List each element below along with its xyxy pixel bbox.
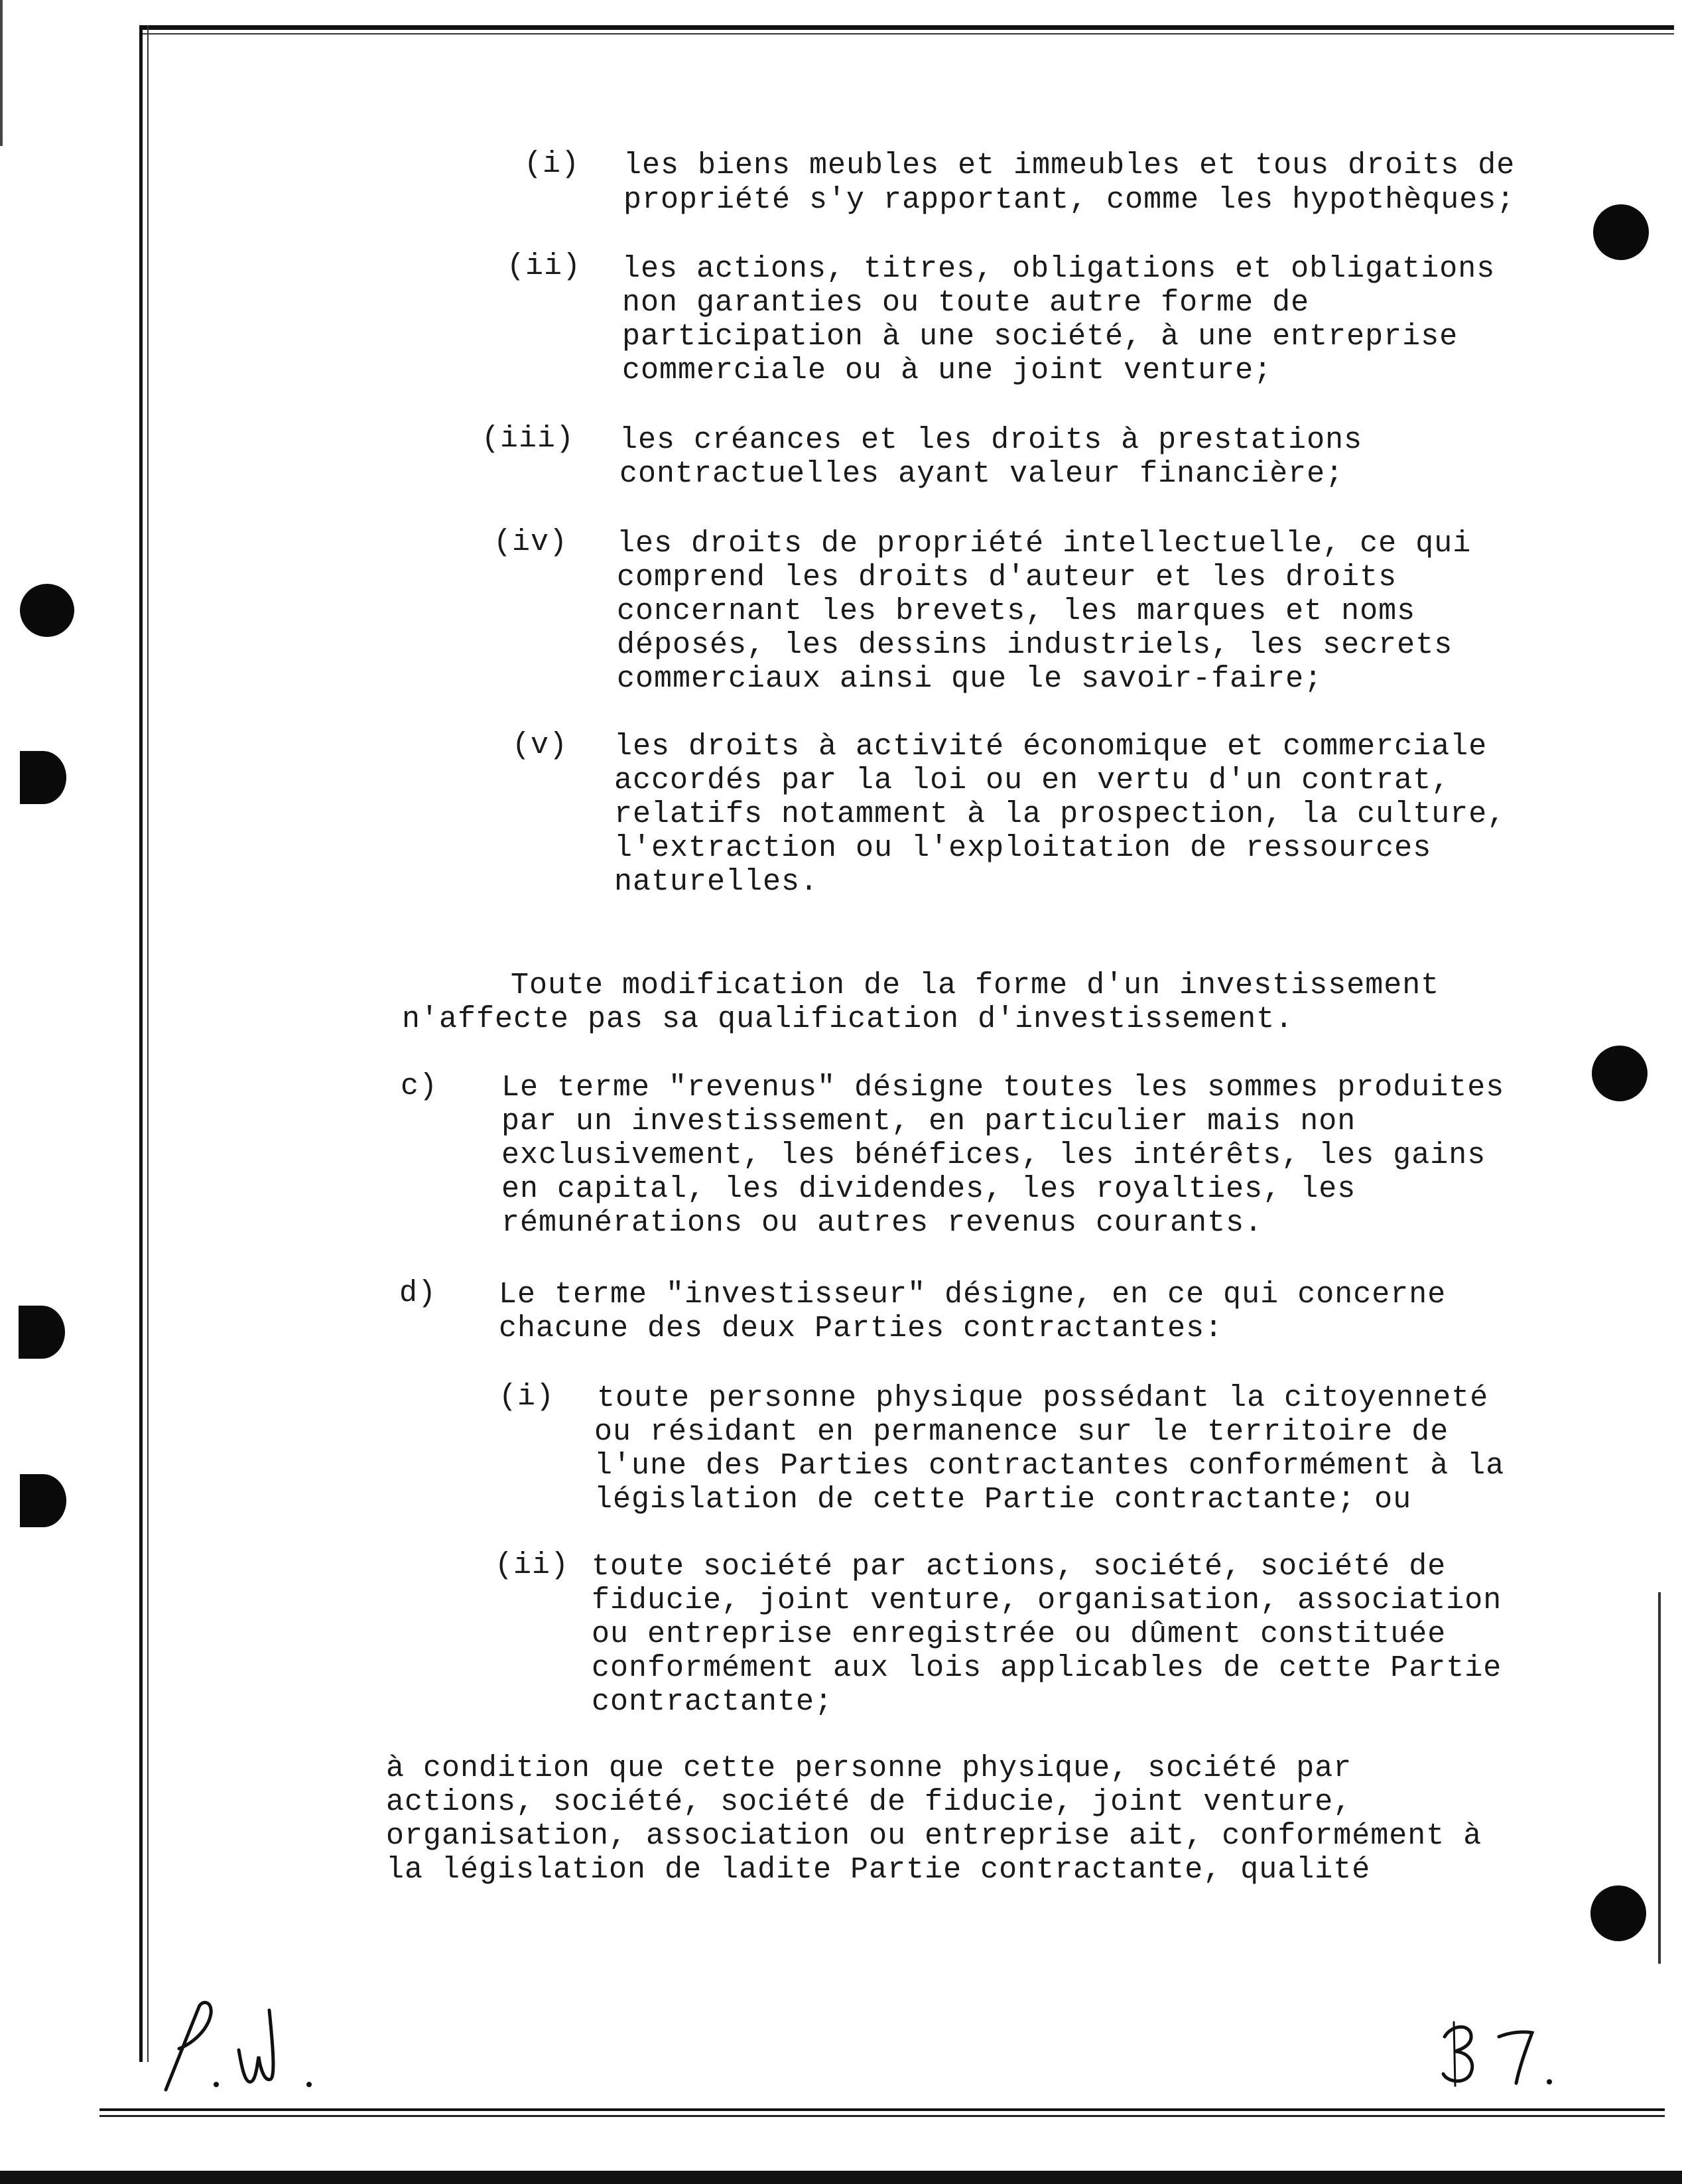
paragraph-line: à condition que cette personne physique, société par: [386, 1751, 1352, 1785]
item-label: d): [399, 1276, 437, 1310]
item-line: Le terme "revenus" désigne toutes les sommes produites: [501, 1071, 1505, 1105]
paragraph-line: la législation de ladite Partie contractante, qualité: [386, 1853, 1371, 1887]
item-line: déposés, les dessins industriels, les secrets: [617, 628, 1453, 662]
punch-hole: [20, 751, 66, 804]
paragraph-line: organisation, association ou entreprise ait, conformément à: [386, 1819, 1482, 1853]
item-line: participation à une société, à une entreprise: [622, 320, 1458, 354]
item-label: (v): [512, 728, 568, 762]
item-line: en capital, les dividendes, les royalties, les: [501, 1172, 1356, 1206]
item-line: commerciale ou à une joint venture;: [622, 354, 1273, 387]
item-line: contractante;: [592, 1685, 834, 1719]
page-border-left: [139, 25, 143, 2062]
scan-edge-mark: [0, 0, 3, 146]
item-line: conformément aux lois applicables de cette Partie: [592, 1651, 1502, 1685]
item-line: concernant les brevets, les marques et noms: [617, 594, 1416, 628]
item-line: l'extraction ou l'exploitation de ressources: [614, 831, 1432, 865]
item-line: législation de cette Partie contractante; ou: [594, 1483, 1412, 1517]
punch-hole: [19, 1306, 65, 1359]
item-label: (iii): [482, 422, 575, 456]
punch-hole: [1593, 204, 1649, 260]
item-label: c): [401, 1069, 438, 1103]
item-line: les biens meubles et immeubles et tous droits de: [623, 149, 1516, 182]
scan-edge-bottom: [0, 2171, 1682, 2184]
item-line: comprend les droits d'auteur et les droits: [617, 561, 1397, 594]
item-line: relatifs notamment à la prospection, la culture,: [614, 797, 1506, 831]
item-line: commerciaux ainsi que le savoir-faire;: [617, 662, 1323, 696]
item-line: ou entreprise enregistrée ou dûment constituée: [592, 1617, 1447, 1651]
item-line: rémunérations ou autres revenus courants.: [501, 1206, 1263, 1240]
item-line: l'une des Parties contractantes conformément à la: [594, 1449, 1505, 1483]
paragraph-line: n'affecte pas sa qualification d'investissement.: [402, 1002, 1294, 1036]
item-line: les droits de propriété intellectuelle, ce qui: [617, 527, 1472, 561]
punch-hole: [20, 584, 74, 637]
item-label: (i): [524, 147, 580, 181]
scan-edge-right: [1658, 1592, 1661, 1964]
punch-hole: [1592, 1046, 1648, 1101]
page-border-bottom: [99, 2108, 1665, 2111]
item-line: propriété s'y rapportant, comme les hypothèques;: [623, 183, 1516, 217]
item-line: toute société par actions, société, société de: [592, 1550, 1447, 1584]
item-line: naturelles.: [614, 865, 819, 899]
page-border-top-inner: [141, 33, 1674, 34]
item-line: par un investissement, en particulier mais non: [501, 1105, 1356, 1138]
item-line: les droits à activité économique et commerciale: [614, 730, 1488, 764]
item-label: (ii): [495, 1548, 570, 1582]
page-border-left-inner: [147, 25, 149, 2062]
page-border-top: [141, 25, 1674, 30]
page-border-bottom-inner: [99, 2115, 1665, 2117]
handwritten-page-number: [1433, 2017, 1579, 2090]
item-line: non garanties ou toute autre forme de: [622, 286, 1310, 320]
paragraph-line: actions, société, société de fiducie, joint venture,: [386, 1785, 1352, 1819]
item-line: contractuelles ayant valeur financière;: [619, 457, 1344, 491]
item-line: les créances et les droits à prestations: [619, 423, 1363, 457]
item-line: fiducie, joint venture, organisation, association: [592, 1584, 1502, 1617]
item-label: (i): [499, 1380, 555, 1414]
paragraph-line: Toute modification de la forme d'un investissement: [511, 969, 1440, 1002]
item-line: ou résidant en permanence sur le territoire de: [594, 1415, 1449, 1449]
punch-hole: [20, 1474, 66, 1527]
item-line: accordés par la loi ou en vertu d'un contrat,: [614, 764, 1451, 797]
handwritten-signature: [153, 1997, 325, 2096]
item-line: exclusivement, les bénéfices, les intérêts, les gains: [501, 1138, 1486, 1172]
item-line: chacune des deux Parties contractantes:: [499, 1312, 1224, 1345]
item-label: (iv): [493, 525, 568, 559]
item-line: Le terme "investisseur" désigne, en ce qui concerne: [499, 1278, 1447, 1312]
item-line: les actions, titres, obligations et obligations: [622, 252, 1496, 286]
punch-hole: [1590, 1885, 1646, 1941]
item-line: toute personne physique possédant la citoyenneté: [597, 1381, 1489, 1415]
item-label: (ii): [507, 249, 582, 283]
